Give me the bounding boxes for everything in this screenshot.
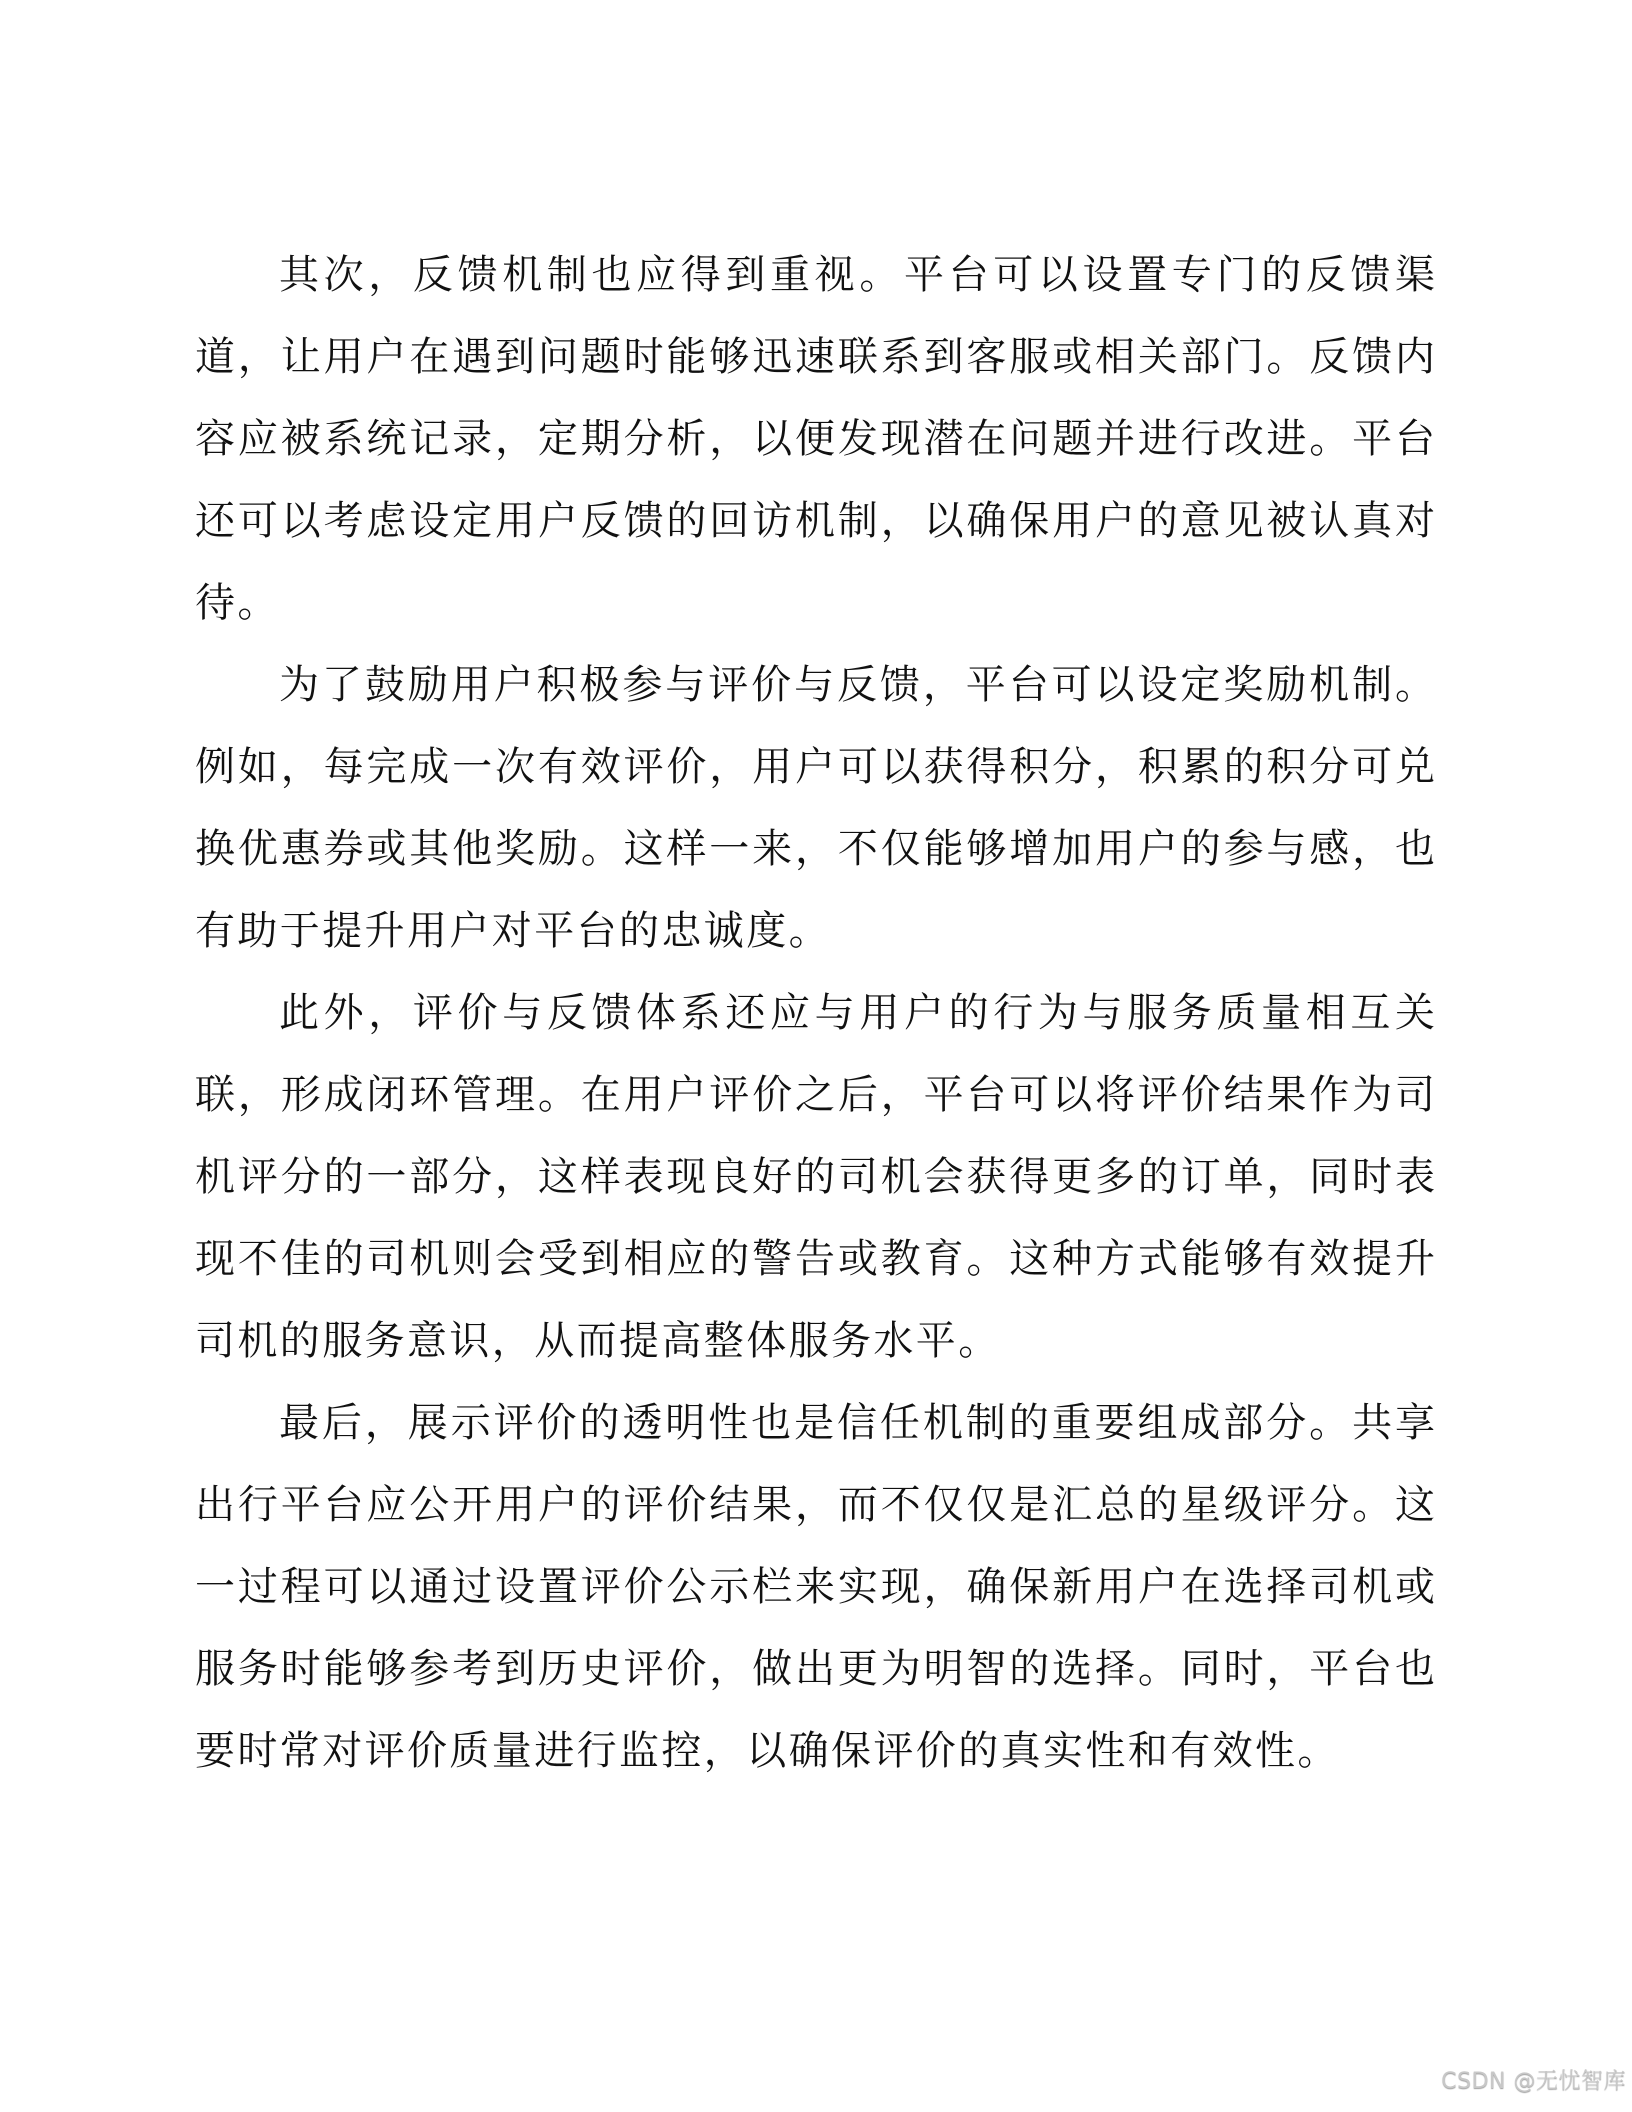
paragraph-feedback-mechanism xyxy=(195,234,1435,644)
text-line: 为了鼓励用户积极参与评价与反馈，平台可以设定奖励机制。 xyxy=(279,662,1435,708)
text-line: 有助于提升用户对平台的忠诚度。 xyxy=(195,908,831,954)
text-line: 换优惠券或其他奖励。这样一来，不仅能够增加用户的参与感，也 xyxy=(195,826,1435,872)
text-line: 道，让用户在遇到问题时能够迅速联系到客服或相关部门。反馈内 xyxy=(195,334,1435,380)
csdn-watermark: CSDN @无忧智库 xyxy=(1441,2069,1626,2094)
text-line: 要时常对评价质量进行监控，以确保评价的真实性和有效性。 xyxy=(195,1728,1340,1774)
text-line: 容应被系统记录，定期分析，以便发现潜在问题并进行改进。平台 xyxy=(195,416,1435,462)
text-line: 联，形成闭环管理。在用户评价之后，平台可以将评价结果作为司 xyxy=(195,1072,1435,1118)
paragraph-transparency xyxy=(195,1382,1435,1792)
text-line: 司机的服务意识，从而提高整体服务水平。 xyxy=(195,1318,1001,1364)
text-line: 机评分的一部分，这样表现良好的司机会获得更多的订单，同时表 xyxy=(195,1154,1435,1200)
text-line: 现不佳的司机则会受到相应的警告或教育。这种方式能够有效提升 xyxy=(195,1236,1435,1282)
text-line: 一过程可以通过设置评价公示栏来实现，确保新用户在选择司机或 xyxy=(195,1564,1435,1610)
text-line: 最后，展示评价的透明性也是信任机制的重要组成部分。共享 xyxy=(279,1400,1435,1446)
paragraph-closed-loop-management xyxy=(195,972,1435,1382)
text-line: 还可以考虑设定用户反馈的回访机制，以确保用户的意见被认真对 xyxy=(195,498,1435,544)
text-line: 出行平台应公开用户的评价结果，而不仅仅是汇总的星级评分。这 xyxy=(195,1482,1435,1528)
text-line: 服务时能够参考到历史评价，做出更为明智的选择。同时，平台也 xyxy=(195,1646,1435,1692)
paragraph-reward-mechanism xyxy=(195,644,1435,972)
text-line: 此外，评价与反馈体系还应与用户的行为与服务质量相互关 xyxy=(279,990,1435,1036)
text-line: 其次，反馈机制也应得到重视。平台可以设置专门的反馈渠 xyxy=(279,252,1435,298)
text-line: 例如，每完成一次有效评价，用户可以获得积分，积累的积分可兑 xyxy=(195,744,1435,790)
document-body xyxy=(195,234,1435,1792)
text-line: 待。 xyxy=(195,580,280,626)
